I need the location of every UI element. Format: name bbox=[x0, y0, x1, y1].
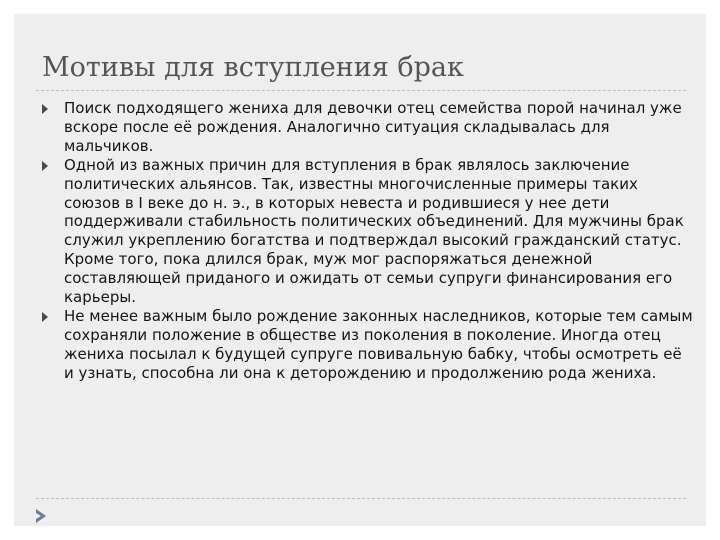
triangle-right-icon bbox=[42, 312, 48, 322]
title-divider bbox=[36, 90, 686, 91]
bullet-text: Не менее важным было рождение законных наследников, которые тем самым сохраняли положение в обществе из поколения в поколение. Иногда отец жениха посылал к будущей супруге повивальную бабку, чтобы осмотреть её и узнать, способна ли она к деторождению и продолжению рода жениха. bbox=[64, 306, 693, 382]
list-item bbox=[42, 156, 694, 307]
triangle-right-icon bbox=[42, 104, 48, 114]
bullet-text: Одной из важных причин для вступления в брак являлось заключение политических альянсов. Так, известны многочисленные примеры таких союзов в I веке до н. э., в которых невеста и родившиеся у нее дети поддерживали стабильность политических объединений. Для мужчины брак служил укреплению богатства и подтверждал высокий гражданский статус. Кроме того, пока длился брак, муж мог распоряжаться денежной составляющей приданого и ожидать от семьи супруги финансирования его карьеры. bbox=[64, 155, 684, 307]
triangle-right-icon bbox=[42, 161, 48, 171]
list-item bbox=[42, 99, 694, 156]
bullet-text: Поиск подходящего жениха для девочки отец семейства порой начинал уже вскоре после её рождения. Аналогично ситуация складывалась для мальчиков. bbox=[64, 99, 682, 155]
list-item bbox=[42, 307, 694, 383]
slide bbox=[14, 14, 706, 526]
footer-divider bbox=[36, 498, 686, 499]
bullet-list bbox=[42, 99, 694, 383]
next-slide-arrow-icon[interactable] bbox=[31, 506, 51, 526]
slide-title: Мотивы для вступления брак bbox=[42, 52, 464, 83]
